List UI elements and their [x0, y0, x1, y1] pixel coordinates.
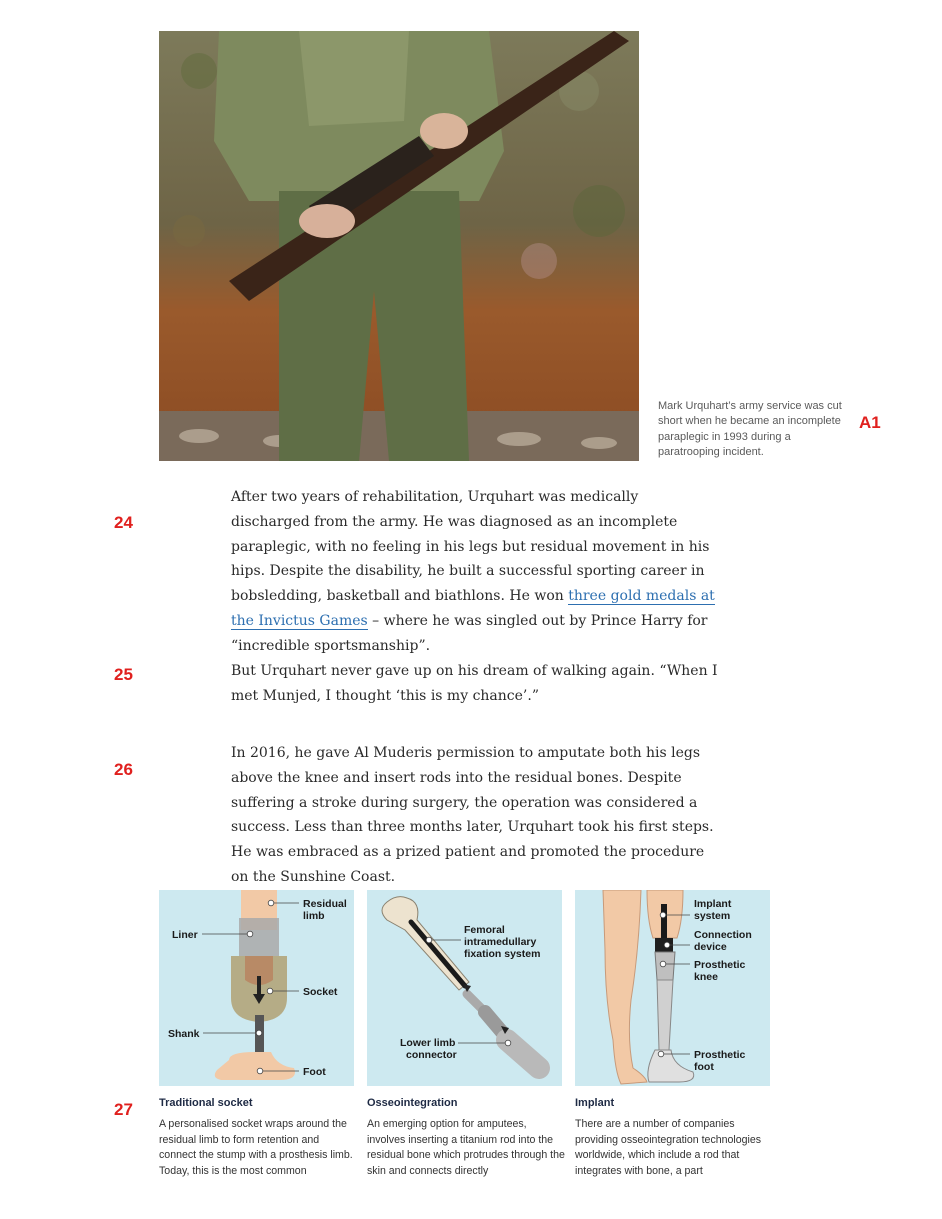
- paragraph-text: – where he was singled out by Prince Harry for “incredible sportsmanship”.: [231, 612, 708, 654]
- label-femoral-fixation: fixation system: [464, 948, 541, 960]
- annotation-marker-a1: A1: [859, 413, 881, 432]
- infographic-title-implant: Implant: [575, 1097, 615, 1109]
- infographic-title-traditional-socket: Traditional socket: [159, 1097, 253, 1109]
- label-socket: Socket: [303, 986, 338, 998]
- infographic-implant: [575, 890, 770, 1086]
- implant-diagram: [575, 890, 770, 1086]
- soldier-photo-illustration: [159, 31, 639, 461]
- label-liner: Liner: [172, 929, 198, 941]
- infographic-osseointegration: [367, 890, 562, 1086]
- label-implant-system: system: [694, 910, 731, 922]
- infographic-desc-traditional-socket: A personalised socket wraps around the residual limb to form retention and connect the stump with a prosthesis limb. Today, this is the most common: [159, 1118, 353, 1177]
- annotation-marker-26: 26: [114, 760, 133, 779]
- annotation-marker-24: 24: [114, 513, 133, 532]
- label-residual-limb: Residual: [303, 898, 347, 910]
- photo-caption: Mark Urquhart’s army service was cut short when he became an incomplete paraplegic in 1993 during a paratrooping incident.: [658, 400, 842, 458]
- annotation-marker-25: 25: [114, 665, 133, 684]
- infographic-traditional-socket: [159, 890, 354, 1086]
- paragraph-text: After two years of rehabilitation, Urquhart was medically discharged from the army. He was diagnosed as an incomplete paraplegic, with no feeling in his legs but residual movement in his hips. Despite the disability, he built a successful sporting career in bobsledding, basketball and biathlons. He won: [231, 489, 710, 605]
- label-connection-device: Connection: [694, 929, 752, 941]
- infographic-title-osseointegration: Osseointegration: [367, 1097, 458, 1109]
- infographic-desc-osseointegration: An emerging option for amputees, involves inserting a titanium rod into the residual bone which protrudes through the skin and connects directly: [367, 1118, 565, 1177]
- label-connection-device: device: [694, 941, 727, 953]
- annotation-marker-27: 27: [114, 1100, 133, 1119]
- traditional-socket-diagram: [159, 890, 354, 1086]
- label-prosthetic-knee: knee: [694, 971, 718, 983]
- label-lower-limb-connector: connector: [406, 1049, 457, 1061]
- label-femoral-fixation: intramedullary: [464, 936, 537, 948]
- infographic-desc-implant: There are a number of companies providing osseointegration technologies worldwide, which include a rod that integrates with bone, a part: [575, 1118, 762, 1177]
- label-foot: Foot: [303, 1066, 326, 1078]
- article-paragraph-25: But Urquhart never gave up on his dream of walking again. “When I met Munjed, I thought ‘this is my chance’.”: [231, 663, 718, 704]
- invictus-games-link[interactable]: three gold medals at the Invictus Games: [231, 588, 715, 629]
- article-photo: [159, 31, 639, 461]
- article-paragraph-24: [231, 485, 721, 659]
- label-implant-system: Implant: [694, 898, 732, 910]
- label-femoral-fixation: Femoral: [464, 924, 505, 936]
- label-prosthetic-foot: Prosthetic: [694, 1049, 746, 1061]
- label-residual-limb: limb: [303, 910, 325, 922]
- label-lower-limb-connector: Lower limb: [400, 1037, 456, 1049]
- label-prosthetic-knee: Prosthetic: [694, 959, 746, 971]
- osseointegration-diagram: [367, 890, 562, 1086]
- label-shank: Shank: [168, 1028, 200, 1040]
- label-prosthetic-foot: foot: [694, 1061, 714, 1073]
- article-paragraph-26: In 2016, he gave Al Muderis permission to amputate both his legs above the knee and insert rods into the residual bones. Despite suffering a stroke during surgery, the operation was considered a success. Less than three months later, Urquhart took his first steps. He was embraced as a prized patient and promoted the procedure on the Sunshine Coast.: [231, 745, 714, 885]
